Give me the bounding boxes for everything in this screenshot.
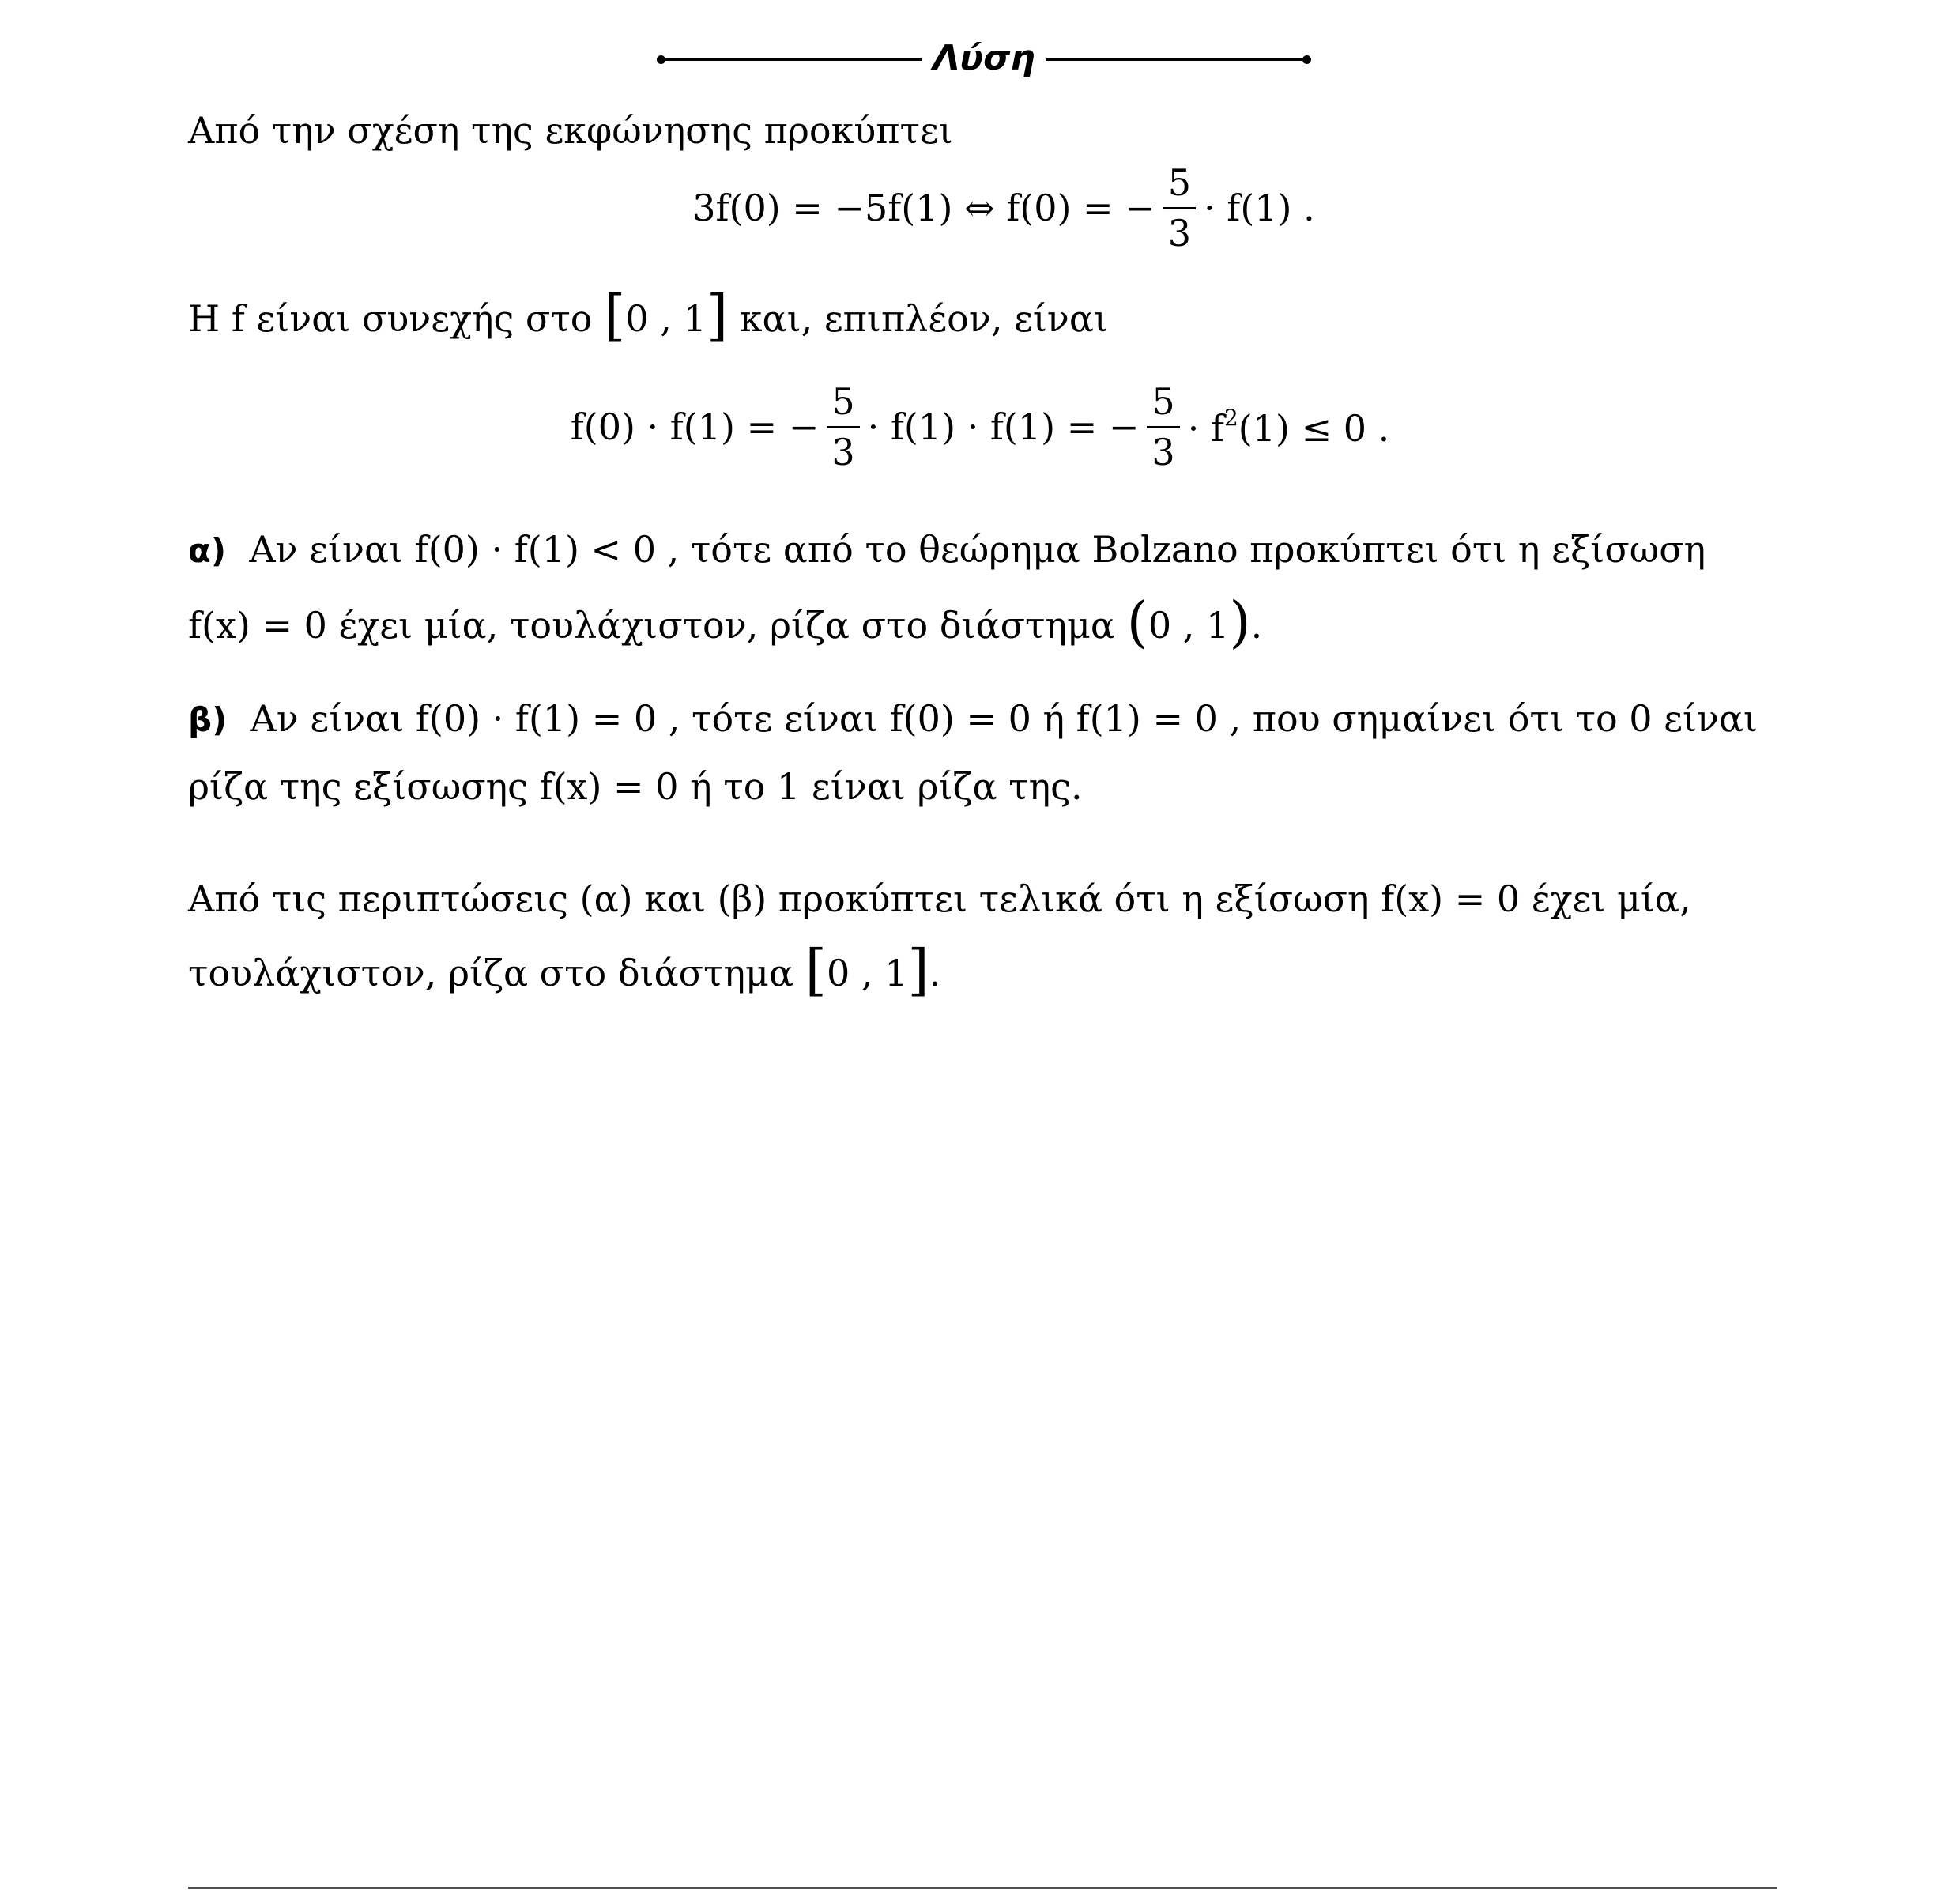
eq2-denominator-2: 3 <box>1152 430 1175 473</box>
eq2-part1: f(0) · f(1) = − <box>570 406 820 449</box>
case-alpha-text-1: Αν είναι f(0) · f(1) < 0 , τότε από το θεώρημα Bolzano προκύπτει ότι η εξίσωση <box>249 528 1706 571</box>
eq2-part3-b: (1) ≤ 0 . <box>1238 406 1390 450</box>
eq2-denominator-1: 3 <box>831 430 855 473</box>
case-alpha-label: α) <box>188 531 227 570</box>
eq1-right: · f(1) . <box>1204 187 1315 230</box>
intro-paragraph <box>188 96 1777 164</box>
case-beta-label: β) <box>188 700 228 739</box>
case-beta-line-2 <box>188 753 1777 821</box>
header-left-rule <box>660 58 922 61</box>
conclusion-line-2 <box>188 933 1777 1007</box>
case-alpha-interval: 0 , 1 <box>1148 604 1230 647</box>
equation-2 <box>0 381 1960 473</box>
case-alpha-line-2 <box>188 585 1777 659</box>
case-alpha-paren-close: ) <box>1229 590 1251 655</box>
eq1-numerator: 5 <box>1163 162 1196 209</box>
eq2-fraction-2 <box>1147 381 1179 473</box>
eq1-fraction <box>1163 162 1196 255</box>
conclusion-text-1: Από τις περιπτώσεις (α) και (β) προκύπτει τελικά ότι η εξίσωση f(x) = 0 έχει μία, <box>188 877 1691 920</box>
conclusion-bracket-open: [ <box>805 937 827 1002</box>
footer-rule <box>188 1887 1777 1889</box>
eq2-fraction-1 <box>827 381 859 473</box>
conclusion-period: . <box>929 952 941 994</box>
case-beta-text-2: ρίζα της εξίσωσης f(x) = 0 ή το 1 είναι ρίζα της. <box>188 765 1083 808</box>
header-right-rule <box>1046 58 1308 61</box>
continuity-before: H f είναι συνεχής στο <box>188 297 593 340</box>
case-alpha-text-2: f(x) = 0 έχει μία, τουλάχιστον, ρίζα στο διάστημα <box>188 604 1115 647</box>
eq2-part3 <box>1188 405 1390 450</box>
eq2-superscript: 2 <box>1223 404 1238 431</box>
continuity-bracket-close: ] <box>706 283 729 348</box>
case-alpha-line-1 <box>188 515 1777 585</box>
eq2-part2: · f(1) · f(1) = − <box>867 406 1140 449</box>
continuity-after: και, επιπλέον, είναι <box>739 297 1108 340</box>
continuity-paragraph <box>188 278 1777 353</box>
case-alpha-paren-open: ( <box>1126 590 1148 655</box>
header-right-dot <box>1302 55 1311 64</box>
conclusion-interval: 0 , 1 <box>826 952 908 994</box>
conclusion-bracket-close: ] <box>907 937 929 1002</box>
continuity-interval: 0 , 1 <box>625 297 707 340</box>
case-beta-line-1 <box>188 685 1777 754</box>
eq2-numerator-2: 5 <box>1147 381 1179 428</box>
equation-1 <box>0 162 1960 255</box>
continuity-bracket-open: [ <box>604 283 626 348</box>
section-title: Λύση <box>933 38 1035 78</box>
conclusion-text-2: τουλάχιστον, ρίζα στο διάστημα <box>188 952 794 994</box>
eq2-numerator-1: 5 <box>827 381 859 428</box>
eq1-left: 3f(0) = −5f(1) ⇔ f(0) = − <box>692 187 1155 230</box>
case-beta-text-1: Αν είναι f(0) · f(1) = 0 , τότε είναι f(0) = 0 ή f(1) = 0 , που σημαίνει ότι το 0 είναι <box>250 697 1758 740</box>
eq2-part3-a: · f <box>1187 406 1224 450</box>
intro-text: Από την σχέση της εκφώνησης προκύπτει <box>188 109 953 152</box>
section-header <box>660 30 1308 87</box>
eq1-denominator: 3 <box>1167 211 1192 255</box>
case-alpha-period: . <box>1250 604 1263 647</box>
conclusion-line-1 <box>188 865 1777 933</box>
